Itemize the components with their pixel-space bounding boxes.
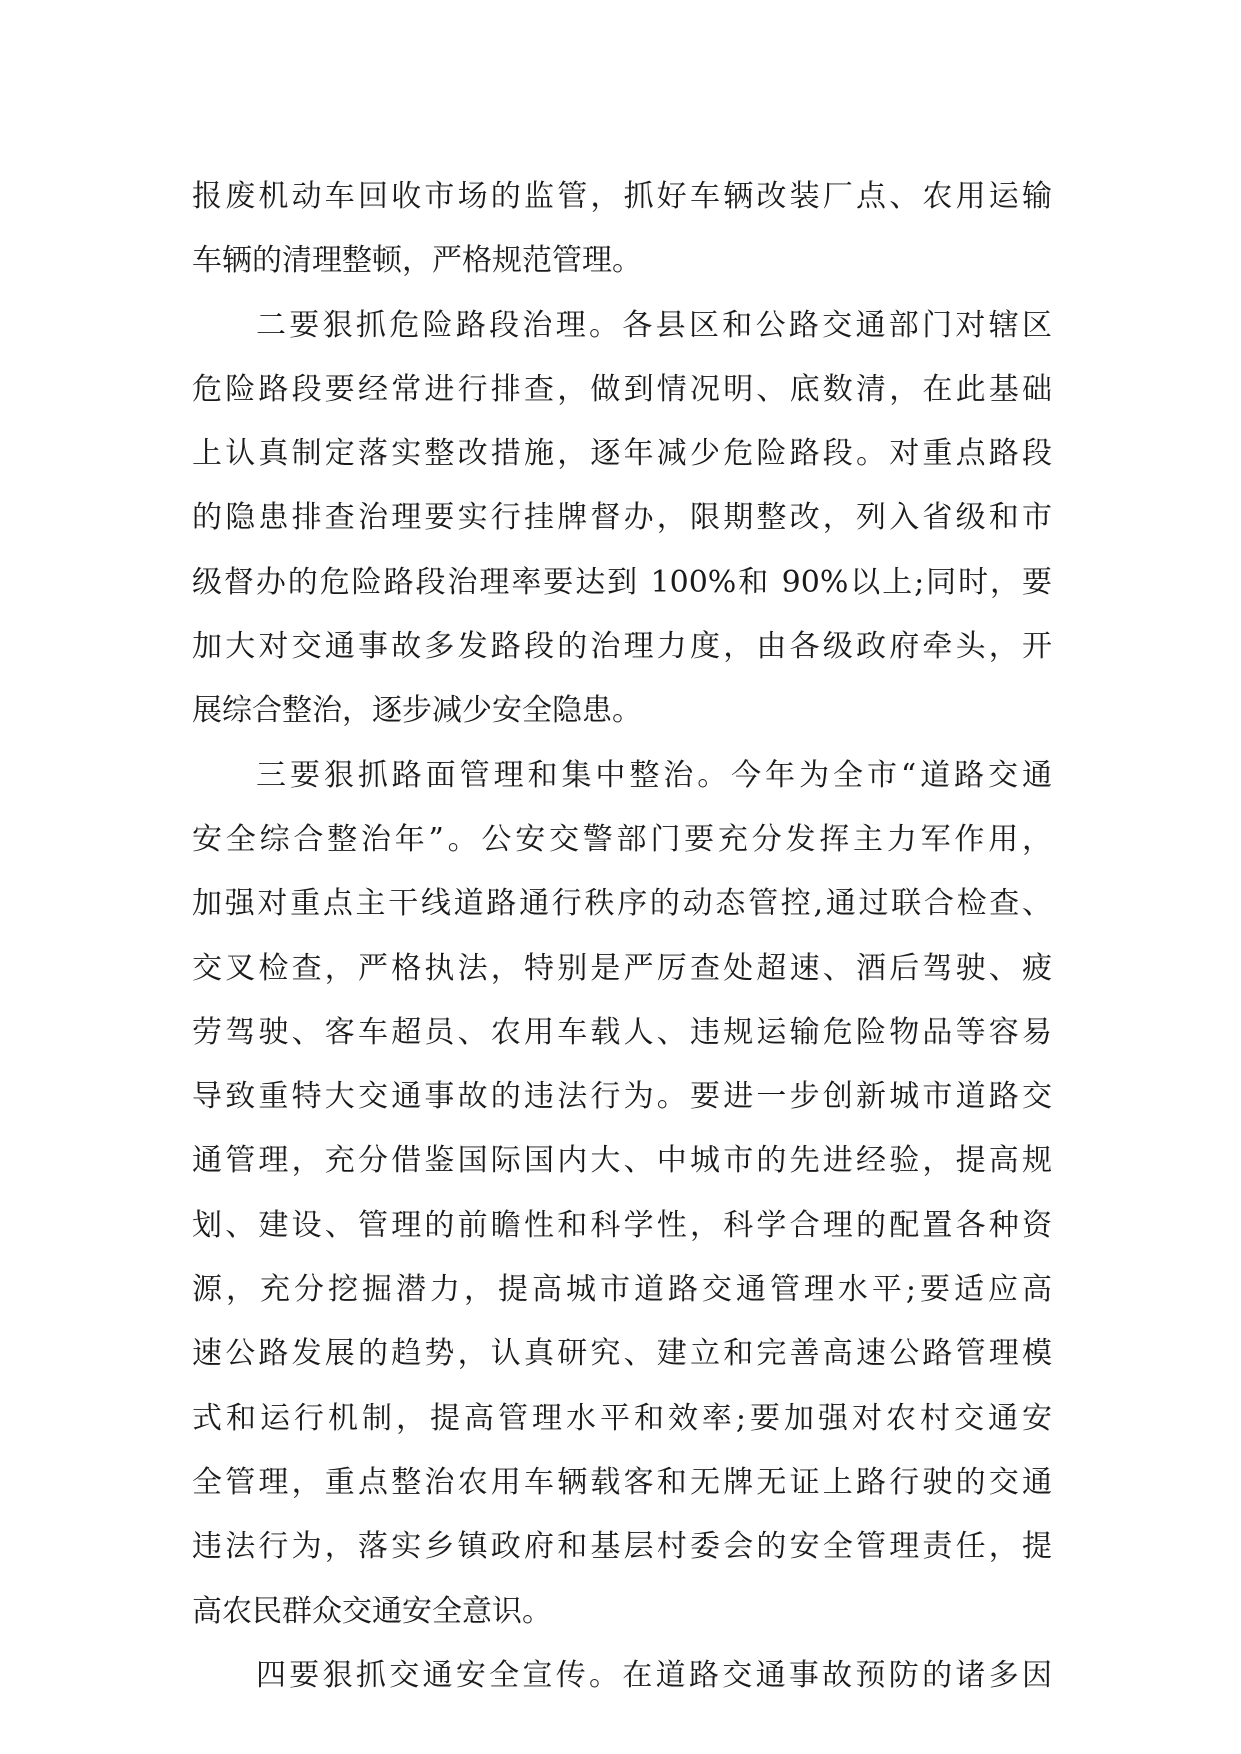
document-body <box>192 165 1052 1708</box>
text-line: 展综合整治，逐步减少安全隐患。 <box>192 693 642 729</box>
text-line: 源，充分挖掘潜力，提高城市道路交通管理水平;要适应高 <box>192 1272 1052 1308</box>
paragraph-start-line: 四要狠抓交通安全宣传。在道路交通事故预防的诸多因 <box>256 1657 1052 1693</box>
text-line: 加强对重点主干线道路通行秩序的动态管控,通过联合检查、 <box>192 886 1052 922</box>
paragraph-start-line: 三要狠抓路面管理和集中整治。今年为全市“道路交通 <box>256 757 1052 793</box>
text-line: 划、建设、管理的前瞻性和科学性，科学合理的配置各种资 <box>192 1207 1052 1243</box>
text-line: 级督办的危险路段治理率要达到 100%和 90%以上;同时，要 <box>192 564 1052 600</box>
text-line: 劳驾驶、客车超员、农用车载人、违规运输危险物品等容易 <box>192 1014 1052 1050</box>
text-line: 车辆的清理整顿，严格规范管理。 <box>192 243 642 279</box>
text-line: 高农民群众交通安全意识。 <box>192 1593 552 1629</box>
text-line: 式和运行机制，提高管理水平和效率;要加强对农村交通安 <box>192 1400 1052 1436</box>
text-line: 的隐患排查治理要实行挂牌督办，限期整改，列入省级和市 <box>192 500 1052 536</box>
text-line: 危险路段要经常进行排查，做到情况明、底数清，在此基础 <box>192 371 1052 407</box>
text-line: 交叉检查，严格执法，特别是严厉查处超速、酒后驾驶、疲 <box>192 950 1052 986</box>
text-line: 报废机动车回收市场的监管，抓好车辆改装厂点、农用运输 <box>192 179 1052 214</box>
text-line: 全管理，重点整治农用车辆载客和无牌无证上路行驶的交通 <box>192 1464 1052 1500</box>
text-line: 上认真制定落实整改措施，逐年减少危险路段。对重点路段 <box>192 436 1052 472</box>
text-line: 通管理，充分借鉴国际国内大、中城市的先进经验，提高规 <box>192 1143 1052 1179</box>
text-line: 违法行为，落实乡镇政府和基层村委会的安全管理责任，提 <box>192 1529 1052 1565</box>
text-line: 加大对交通事故多发路段的治理力度，由各级政府牵头，开 <box>192 629 1052 665</box>
text-line: 安全综合整治年”。公安交警部门要充分发挥主力军作用， <box>192 821 1052 857</box>
text-line: 速公路发展的趋势，认真研究、建立和完善高速公路管理模 <box>192 1336 1052 1372</box>
paragraph-start-line: 二要狠抓危险路段治理。各县区和公路交通部门对辖区 <box>256 307 1052 343</box>
text-line: 导致重特大交通事故的违法行为。要进一步创新城市道路交 <box>192 1079 1052 1115</box>
